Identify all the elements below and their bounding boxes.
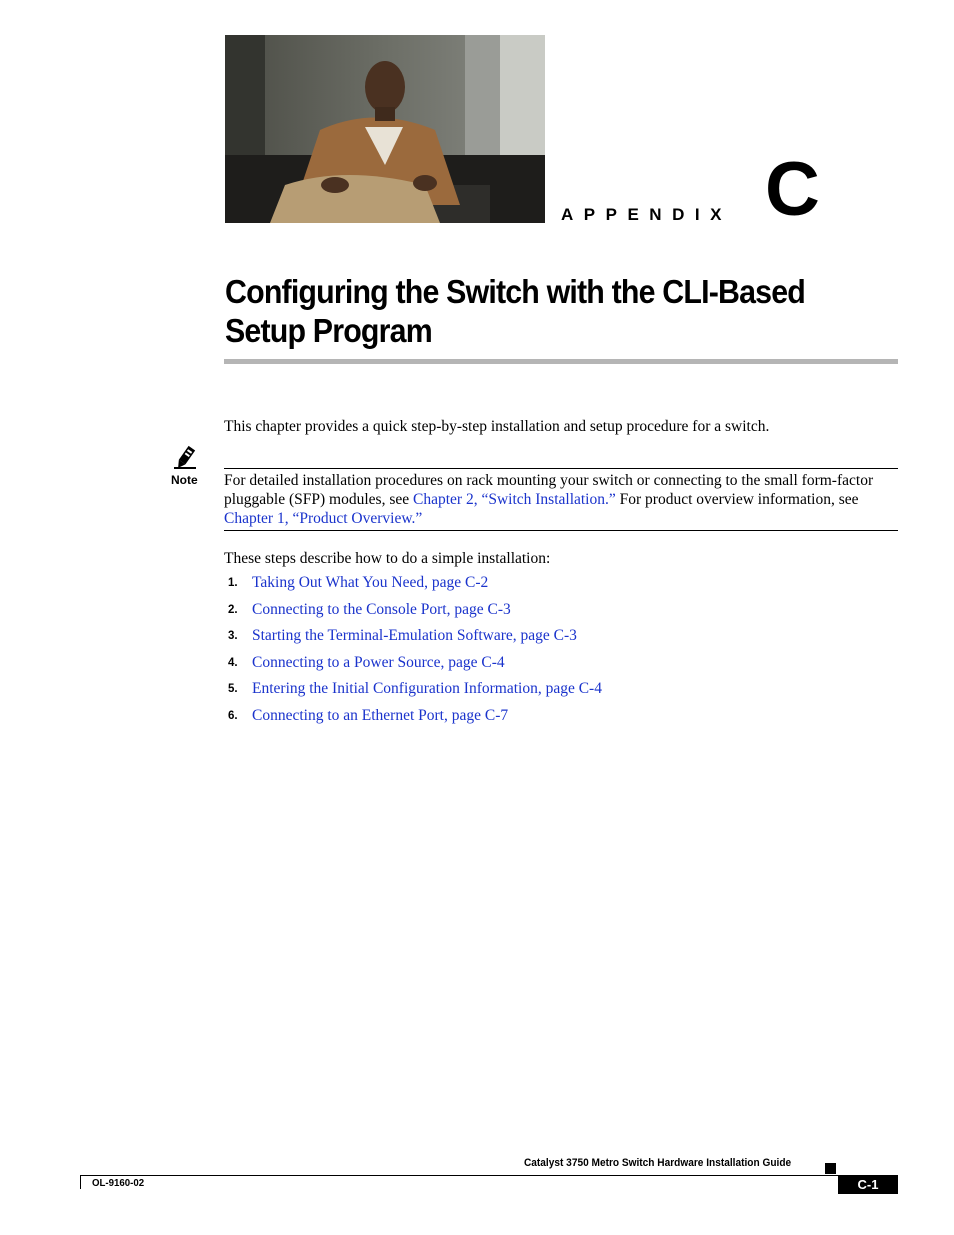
appendix-letter: C	[765, 147, 820, 232]
step-number: 5.	[228, 683, 238, 695]
note-text	[224, 471, 902, 528]
footer-tick	[80, 1175, 81, 1189]
step-link[interactable]: Connecting to the Console Port, page C-3	[252, 600, 511, 618]
step-number: 4.	[228, 656, 238, 669]
step-link[interactable]: Starting the Terminal-Emulation Software, page C-3	[252, 627, 577, 644]
step-number: 6.	[228, 709, 238, 722]
steps-intro: These steps describe how to do a simple installation:	[224, 550, 551, 567]
step-number: 3.	[228, 630, 238, 642]
footer-rule	[80, 1175, 838, 1176]
note-top-rule	[224, 468, 898, 469]
appendix-label: APPENDIX	[561, 205, 732, 224]
step-link[interactable]: Connecting to an Ethernet Port, page C-7	[252, 706, 509, 724]
footer-marker	[825, 1163, 836, 1174]
page-title	[225, 272, 851, 350]
note-text-middle: For product overview information, see	[615, 491, 859, 508]
title-rule	[224, 359, 898, 364]
link-chapter-2[interactable]: Chapter 2, “Switch Installation.”	[413, 491, 616, 508]
title-line-1: Configuring the Switch with the CLI-Based	[225, 273, 805, 310]
note-bottom-rule	[224, 530, 898, 531]
footer-guide-title: Catalyst 3750 Metro Switch Hardware Installation Guide	[524, 1157, 792, 1169]
step-number: 2.	[228, 603, 238, 616]
page-number: C-1	[838, 1175, 898, 1194]
header-photo	[225, 35, 545, 223]
intro-paragraph: This chapter provides a quick step-by-step installation and setup procedure for a switch.	[224, 418, 770, 435]
step-number: 1.	[228, 577, 238, 589]
step-link[interactable]: Connecting to a Power Source, page C-4	[252, 653, 505, 671]
note-label: Note	[171, 473, 198, 487]
pencil-icon	[172, 445, 198, 471]
note-text-before: For detailed installation procedures on rack mounting your switch or connecting to the small form-factor pluggable (SFP) modules, see	[224, 472, 874, 508]
footer-doc-number: OL-9160-02	[92, 1177, 145, 1189]
link-chapter-1[interactable]: Chapter 1, “Product Overview.”	[224, 510, 423, 527]
step-link[interactable]: Taking Out What You Need, page C-2	[252, 574, 489, 591]
step-link[interactable]: Entering the Initial Configuration Information, page C-4	[252, 680, 602, 697]
title-line-2: Setup Program	[225, 312, 432, 349]
